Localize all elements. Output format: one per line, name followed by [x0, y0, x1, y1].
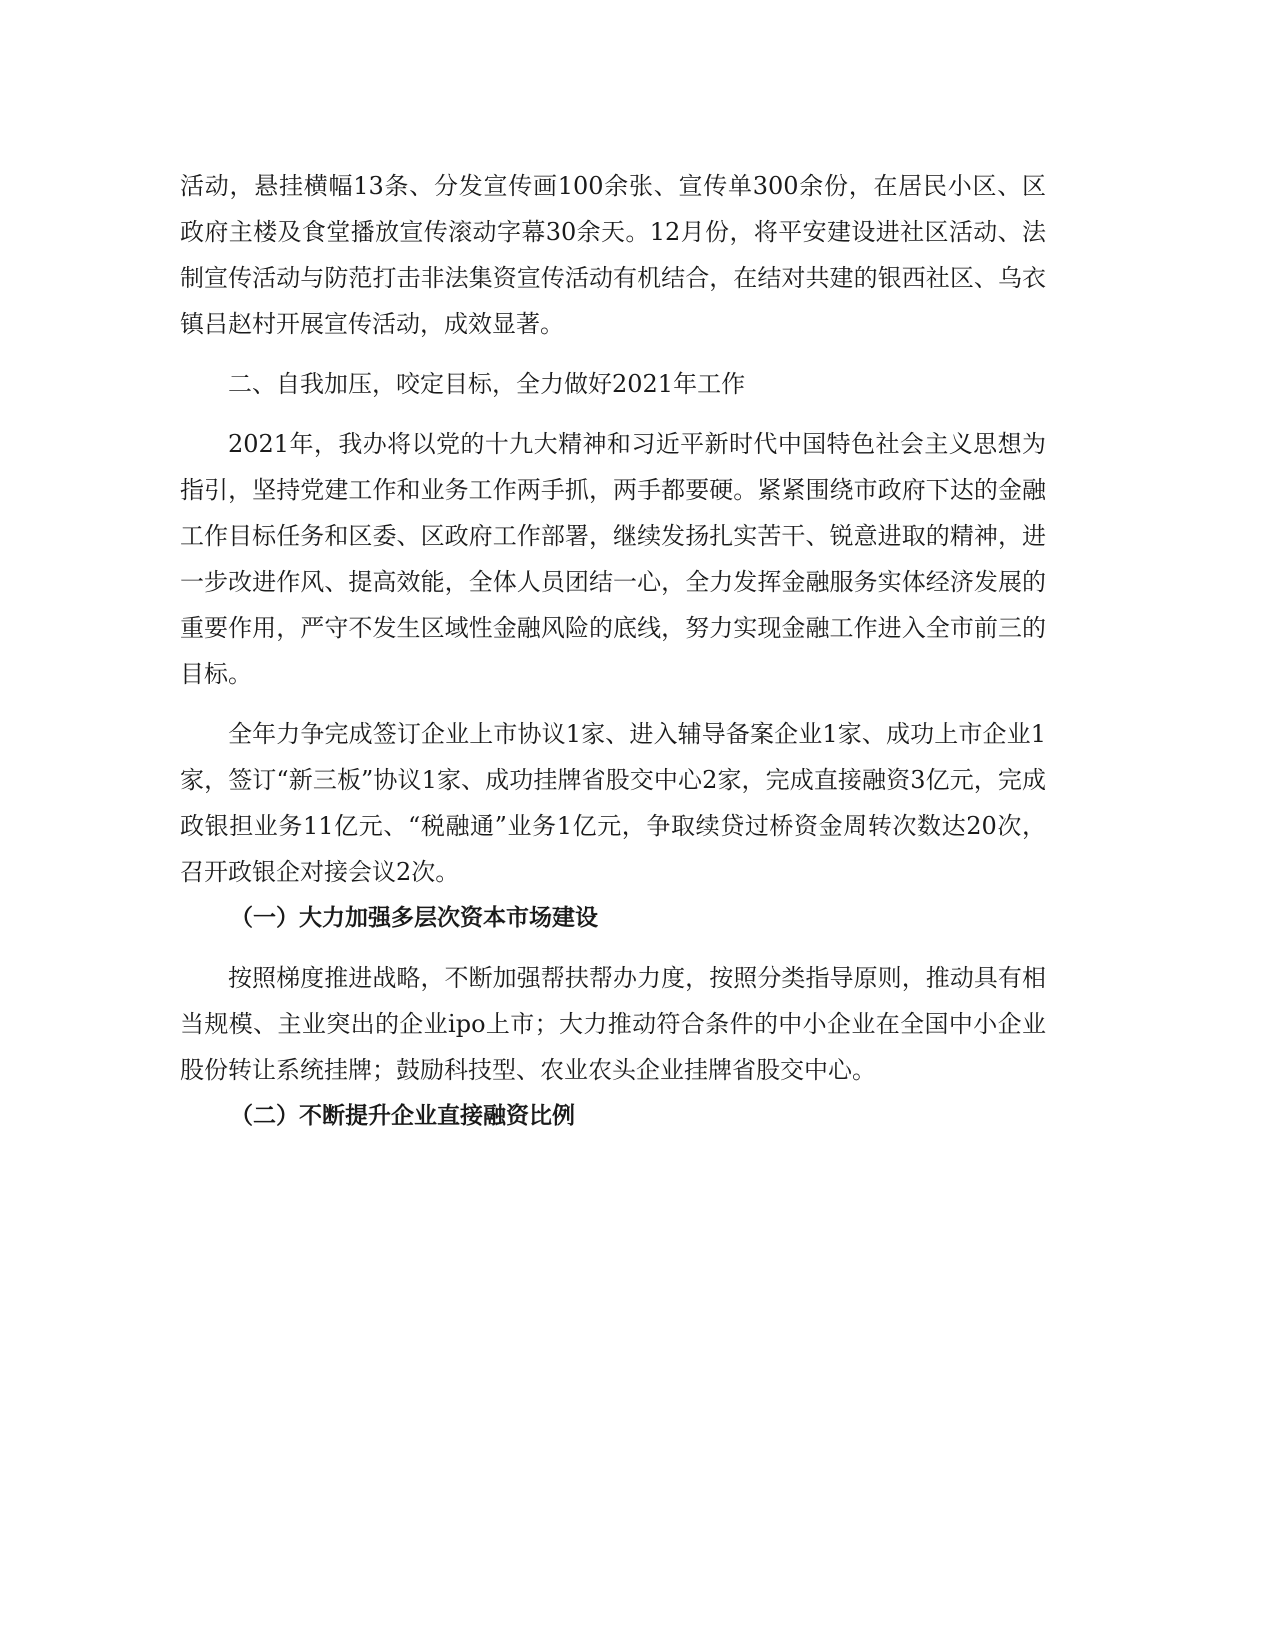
paragraph-capital-market: 按照梯度推进战略，不断加强帮扶帮办力度，按照分类指导原则，推动具有相当规模、主业突出的企业ipo上市；大力推动符合条件的中小企业在全国中小企业股份转让系统挂牌；鼓励科技型、农业农头企业挂牌省股交中心。	[180, 964, 1046, 1084]
subheading-capital-market: （一）大力加强多层次资本市场建设	[230, 905, 598, 931]
section-heading-2021-work: 二、自我加压，咬定目标，全力做好2021年工作	[228, 370, 746, 398]
paragraph-2021-plan: 2021年，我办将以党的十九大精神和习近平新时代中国特色社会主义思想为指引，坚持党建工作和业务工作两手抓，两手都要硬。紧紧围绕市政府下达的金融工作目标任务和区委、区政府工作部署，继续发扬扎实苦干、锐意进取的精神，进一步改进作风、提高效能，全体人员团结一心，全力发挥金融服务实体经济发展的重要作用，严守不发生区域性金融风险的底线，努力实现金融工作进入全市前三的目标。	[180, 430, 1046, 688]
paragraph-publicity-activities: 活动，悬挂横幅13条、分发宣传画100余张、宣传单300余份，在居民小区、区政府主楼及食堂播放宣传滚动字幕30余天。12月份，将平安建设进社区活动、法制宣传活动与防范打击非法集资宣传活动有机结合，在结对共建的银西社区、乌衣镇吕赵村开展宣传活动，成效显著。	[180, 172, 1046, 338]
paragraph-annual-targets: 全年力争完成签订企业上市协议1家、进入辅导备案企业1家、成功上市企业1家，签订“新三板”协议1家、成功挂牌省股交中心2家，完成直接融资3亿元，完成政银担业务11亿元、“税融通”业务1亿元，争取续贷过桥资金周转次数达20次，召开政银企对接会议2次。	[180, 720, 1046, 886]
subheading-direct-financing: （二）不断提升企业直接融资比例	[230, 1103, 575, 1129]
document-body	[180, 163, 1046, 1139]
